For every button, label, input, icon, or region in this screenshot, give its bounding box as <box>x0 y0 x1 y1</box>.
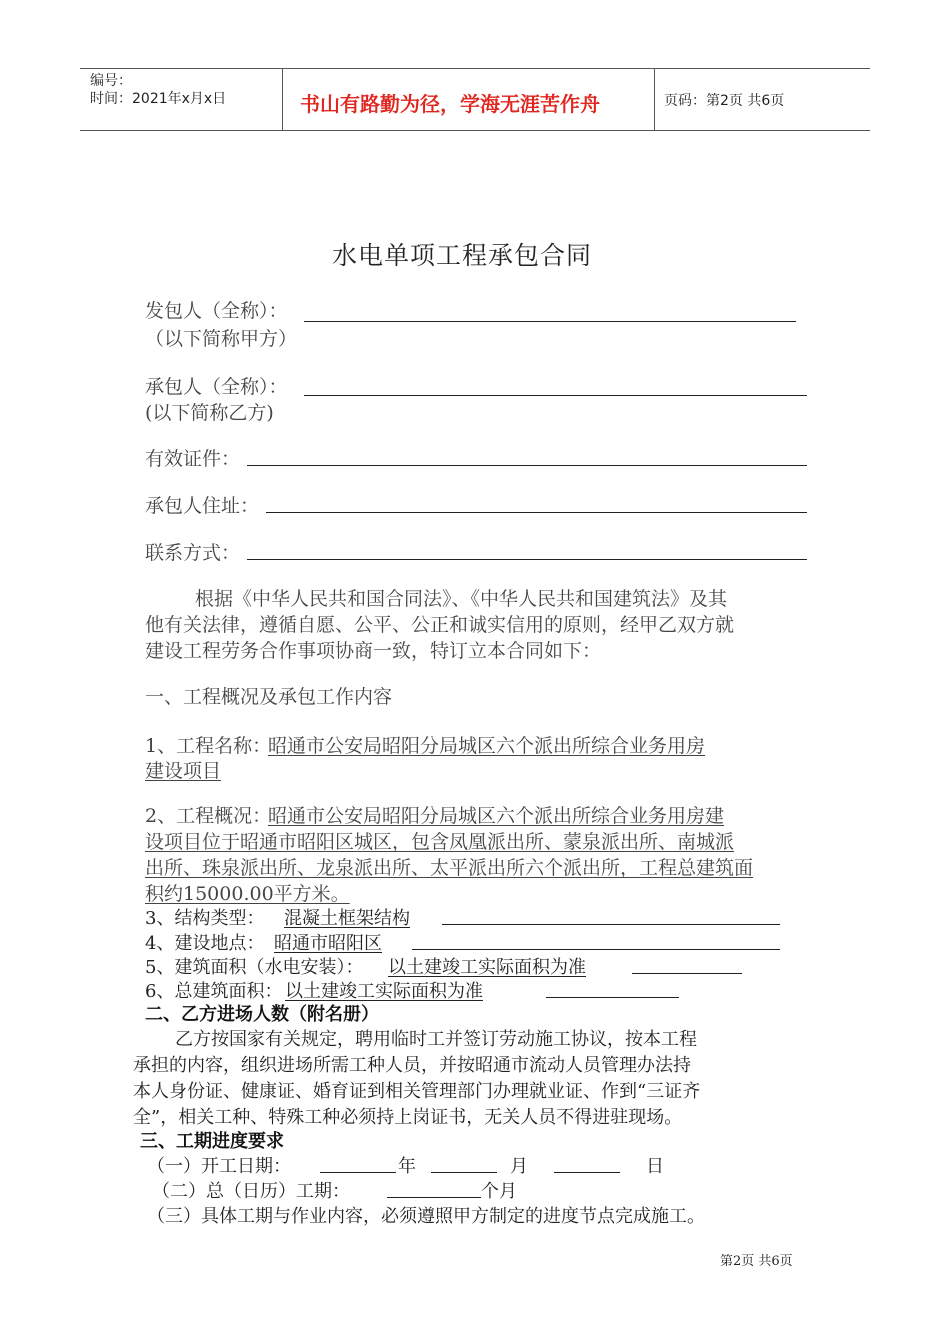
section2-heading: 二、乙方进场人数（附名册） <box>145 1004 379 1025</box>
item6-value: 以土建竣工实际面积为准 <box>285 981 483 1002</box>
start-year-fill-line <box>320 1172 396 1173</box>
intro-line: 建设工程劳务合作事项协商一致，特订立本合同如下： <box>145 640 602 662</box>
party-b-label: 承包人（全称）： <box>145 376 288 398</box>
cert-label: 有效证件： <box>145 448 241 470</box>
item5-label: 5、建筑面积（水电安装）： <box>145 957 364 978</box>
start-month-unit: 月 <box>510 1156 528 1177</box>
duration-unit: 个月 <box>481 1181 517 1202</box>
intro-line: 他有关法律，遵循自愿、公平、公正和诚实信用的原则，经甲乙双方就 <box>145 614 735 636</box>
item3-value: 混凝土框架结构 <box>284 908 410 929</box>
party-a-fill-line <box>304 321 796 322</box>
section3-heading: 三、工期进度要求 <box>140 1131 284 1152</box>
item6-label: 6、总建筑面积： <box>145 981 283 1002</box>
item2-value-cont: 设项目位于昭通市昭阳区城区，包含凤凰派出所、蒙泉派出所、南城派 <box>145 831 735 853</box>
page-number-label: 页码：第2页 共6页 <box>664 93 785 109</box>
item6-fill-line <box>546 997 679 998</box>
start-day-unit: 日 <box>646 1156 664 1177</box>
item4-value: 昭通市昭阳区 <box>274 933 382 954</box>
start-date-label: （一）开工日期： <box>147 1156 291 1177</box>
doc-number-label: 编号： <box>90 73 132 89</box>
item2-label: 2、工程概况： <box>145 805 272 827</box>
item5-fill-line <box>632 973 742 974</box>
section1-heading: 一、工程概况及承包工作内容 <box>145 686 393 708</box>
item2-value-cont: 积约15000.00平方米。 <box>145 883 350 905</box>
item2-value: 昭通市公安局昭阳分局城区六个派出所综合业务用房建 <box>268 805 725 827</box>
section2-body-line: 本人身份证、健康证、婚育证到相关管理部门办理就业证、作到“三证齐 <box>133 1081 701 1102</box>
schedule-detail: （三）具体工期与作业内容，必须遵照甲方制定的进度节点完成施工。 <box>147 1206 705 1227</box>
duration-fill-line <box>387 1197 481 1198</box>
header-divider <box>282 69 283 130</box>
item4-label: 4、建设地点： <box>145 933 265 954</box>
duration-label: （二）总（日历）工期： <box>152 1181 350 1202</box>
party-a-label: 发包人（全称）： <box>145 300 288 322</box>
party-a-note: （以下简称甲方） <box>145 328 298 350</box>
item3-label: 3、结构类型： <box>145 908 265 929</box>
contact-fill-line <box>247 559 807 560</box>
item1-value-cont: 建设项目 <box>145 760 222 782</box>
party-b-note: (以下简称乙方) <box>145 402 274 424</box>
item3-fill-line <box>442 924 780 925</box>
section2-body-line: 乙方按国家有关规定，聘用临时工并签订劳动施工协议，按本工程 <box>175 1029 697 1050</box>
address-label: 承包人住址： <box>145 495 260 517</box>
section2-body-line: 承担的内容，组织进场所需工种人员，并按昭通市流动人员管理办法持 <box>133 1055 691 1076</box>
address-fill-line <box>266 512 807 513</box>
start-month-fill-line <box>431 1172 497 1173</box>
intro-line: 根据《中华人民共和国合同法》、《中华人民共和国建筑法》及其 <box>195 588 728 610</box>
start-year-unit: 年 <box>398 1156 416 1177</box>
header-motto: 书山有路勤为径，学海无涯苦作舟 <box>300 92 600 116</box>
section2-body-line: 全”，相关工种、特殊工种必须持上岗证书，无关人员不得进驻现场。 <box>133 1107 683 1128</box>
header-divider <box>654 69 655 130</box>
item2-value-cont: 出所、珠泉派出所、龙泉派出所、太平派出所六个派出所，工程总建筑面 <box>145 857 754 879</box>
cert-fill-line <box>247 465 807 466</box>
item1-value: 昭通市公安局昭阳分局城区六个派出所综合业务用房 <box>268 735 706 757</box>
item4-fill-line <box>412 949 780 950</box>
item1-label: 1、工程名称： <box>145 735 272 757</box>
party-b-fill-line <box>304 395 807 396</box>
doc-time-label: 时间：2021年x月x日 <box>90 91 227 107</box>
start-day-fill-line <box>554 1172 620 1173</box>
document-title: 水电单项工程承包合同 <box>332 241 593 270</box>
contact-label: 联系方式： <box>145 542 241 564</box>
item5-value: 以土建竣工实际面积为准 <box>388 957 586 978</box>
page-footer: 第2页 共6页 <box>720 1254 793 1269</box>
